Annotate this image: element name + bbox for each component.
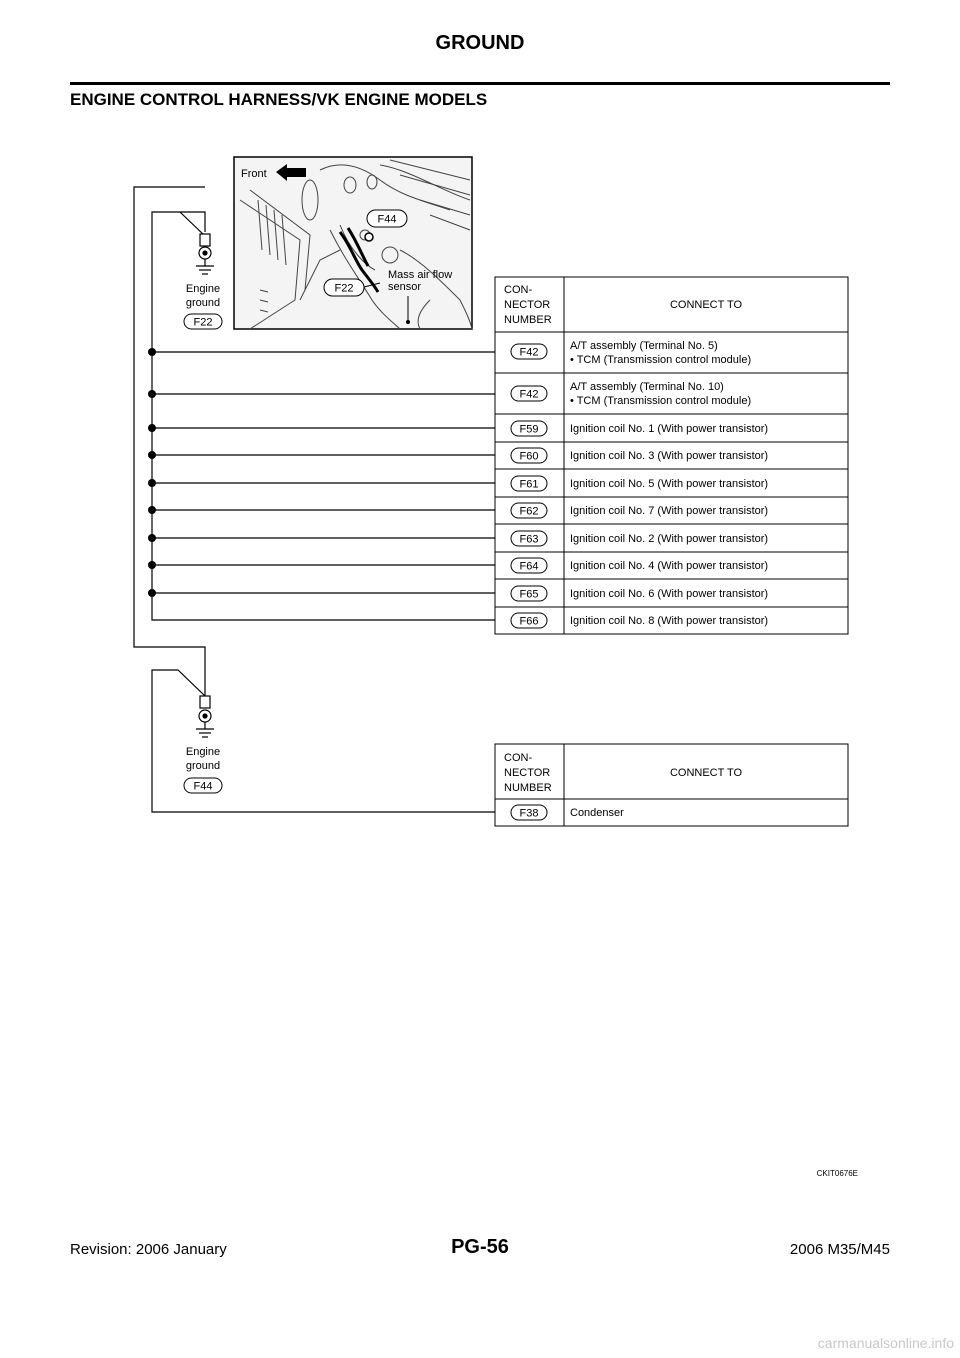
- photo-f22-label: F22: [334, 282, 354, 295]
- row-connector: F42: [519, 388, 539, 401]
- table1-wires: [152, 352, 495, 593]
- page-title: GROUND: [435, 32, 525, 54]
- maf-label-line2: sensor: [388, 281, 422, 293]
- figure-code: CKIT0676E: [816, 1169, 858, 1178]
- table1-header-right: CONNECT TO: [669, 299, 743, 311]
- row-connector: F65: [519, 588, 539, 601]
- footer-page-number: PG-56: [451, 1236, 509, 1258]
- row-text-1: Ignition coil No. 8 (With power transistor): [570, 615, 769, 627]
- row-connector: F61: [519, 478, 539, 491]
- maf-label-line1: Mass air flow: [388, 269, 453, 281]
- ground2-line1: Engine: [185, 746, 221, 758]
- front-label: Front: [241, 168, 267, 180]
- footer-model: 2006 M35/M45: [789, 1241, 890, 1258]
- row-connector: F66: [519, 615, 539, 628]
- table2-header-left-2: NECTOR: [504, 767, 551, 779]
- engine-photo: [234, 157, 472, 329]
- table1-header-left-2: NECTOR: [504, 299, 551, 311]
- row-text-1: A/T assembly (Terminal No. 10): [570, 381, 724, 393]
- photo-f44-label: F44: [377, 213, 397, 226]
- ground1-line1: Engine: [185, 283, 221, 295]
- ground1-line2: ground: [185, 297, 221, 309]
- table2-header-right: CONNECT TO: [669, 767, 743, 779]
- ground2-line2: ground: [185, 760, 221, 772]
- row-connector: F63: [519, 533, 539, 546]
- row-connector: F59: [519, 423, 539, 436]
- row-text-1: Ignition coil No. 4 (With power transistor): [570, 560, 769, 572]
- row-text-1: Ignition coil No. 3 (With power transistor): [570, 450, 769, 462]
- row-text-1: Ignition coil No. 2 (With power transistor): [570, 533, 769, 545]
- row-text-1: Ignition coil No. 7 (With power transistor): [570, 505, 769, 517]
- row-connector: F38: [519, 807, 539, 820]
- row-connector: F42: [519, 346, 539, 359]
- row-text-1: Ignition coil No. 1 (With power transistor): [570, 423, 769, 435]
- row-connector: F60: [519, 450, 539, 463]
- table1-header-left-1: CON-: [504, 284, 533, 296]
- row-text-2: • TCM (Transmission control module): [570, 354, 752, 366]
- row-text-1: Ignition coil No. 5 (With power transistor): [570, 478, 769, 490]
- row-text-1: A/T assembly (Terminal No. 5): [570, 340, 718, 352]
- table1-header-left-3: NUMBER: [504, 314, 552, 326]
- section-title: ENGINE CONTROL HARNESS/VK ENGINE MODELS: [70, 90, 488, 109]
- ground2-connector: F44: [193, 780, 213, 793]
- ground-symbol-f44: [196, 696, 214, 737]
- f22-angle-wire: [180, 212, 205, 236]
- footer-revision: Revision: 2006 January: [70, 1241, 227, 1258]
- row-text-2: • TCM (Transmission control module): [570, 395, 752, 407]
- row-text-1: Condenser: [570, 807, 624, 819]
- row-connector: F64: [519, 560, 539, 573]
- row-text-1: Ignition coil No. 6 (With power transistor): [570, 588, 769, 600]
- table2-header-left-1: CON-: [504, 752, 533, 764]
- watermark: carmanualsonline.info: [817, 1335, 954, 1351]
- row-connector: F62: [519, 505, 539, 518]
- ground1-connector: F22: [193, 316, 213, 329]
- ground-symbol-f22: [196, 234, 214, 274]
- table2-header-left-3: NUMBER: [504, 782, 552, 794]
